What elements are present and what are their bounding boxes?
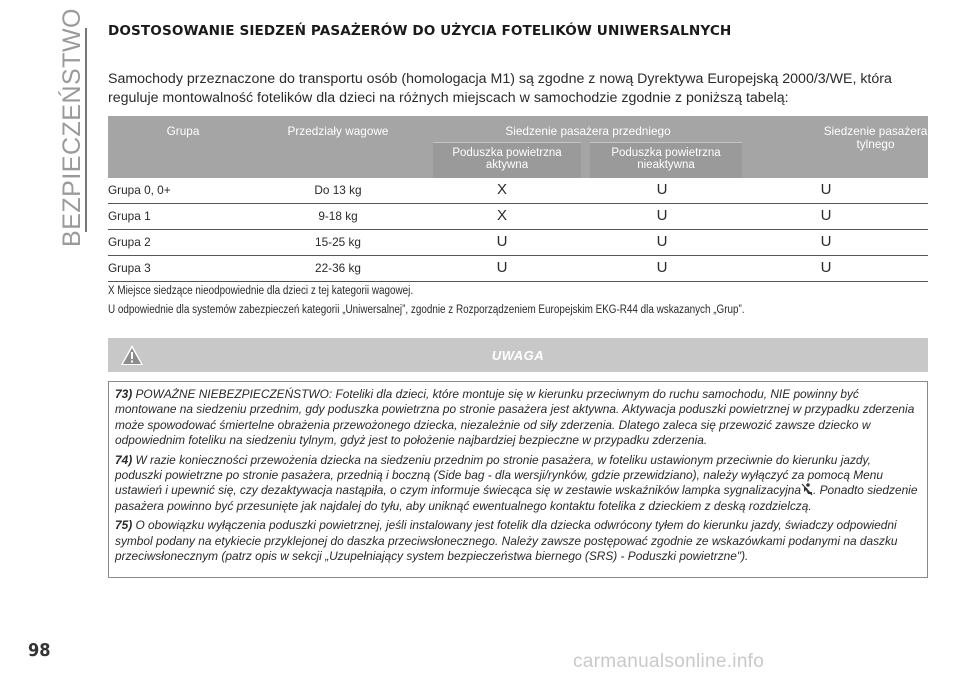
header-front-seat: Siedzenie pasażera przedniego (505, 124, 671, 138)
row-front-airbag-off: U (656, 207, 668, 224)
header-weight: Przedziały wagowe (287, 124, 389, 138)
warning-text: POWAŻNE NIEBEZPIECZEŃSTWO: Foteliki dla dzieci, które montuje się w kierunku przeciwnym do ruchu samochodu, NIE powinny być montowane na siedzeniu przednim, gdy poduszka powietrzna po stronie pasażera jest aktywna. Aktywacja poduszki powietrznej w przypadku zderzenia może spowodować śmiertelne obrażenia przewożonego dziecka, niezależnie od siły zderzenia. Dlatego zaleca się przewozić zawsze dziecko w odpowiednim foteliku na siedzeniu tylnym, gdyż jest to położenie najbardziej bezpieczne w przypadku zderzenia. (115, 387, 915, 448)
row-rear: U (820, 233, 832, 250)
row-weight: Do 13 kg (314, 183, 362, 197)
warning-ref: 73) (115, 387, 133, 401)
row-front-airbag-on: X (496, 181, 507, 198)
row-weight: 9-18 kg (318, 209, 358, 223)
row-rear: U (820, 181, 832, 198)
row-front-airbag-on: U (496, 233, 508, 250)
row-front-airbag-off: U (656, 181, 668, 198)
header-airbag-inactive: Poduszka powietrzna nieaktywna (590, 142, 742, 178)
row-front-airbag-on: U (496, 259, 508, 276)
row-group: Grupa 0, 0+ (108, 183, 171, 197)
row-rear: U (820, 259, 832, 276)
table-note-x: X Miejsce siedzące nieodpowiednie dla dzieci z tej kategorii wagowej. (108, 285, 414, 297)
page-number: 98 (28, 640, 51, 661)
section-side-title (57, 7, 87, 247)
header-airbag-active: Poduszka powietrzna aktywna (433, 142, 581, 178)
header-rear-seat: Siedzenie pasażera tylnego (823, 124, 928, 151)
table-header (108, 116, 928, 178)
row-front-airbag-off: U (656, 259, 668, 276)
section-side-title-text: BEZPIECZEŃSTWO (57, 7, 86, 247)
table-row (108, 256, 928, 282)
warning-ref: 74) (115, 452, 133, 467)
warning-item-75 (115, 518, 921, 564)
warning-item-74 (115, 453, 921, 515)
warning-item-73 (115, 387, 921, 449)
row-group: Grupa 3 (108, 261, 151, 275)
row-weight: 22-36 kg (315, 261, 361, 275)
warning-ref: 75) (115, 518, 133, 533)
row-front-airbag-off: U (656, 233, 668, 250)
row-front-airbag-on: X (496, 207, 507, 224)
header-group: Grupa (166, 124, 200, 138)
row-rear: U (820, 207, 832, 224)
intro-paragraph: Samochody przeznaczone do transportu osób (homologacja M1) są zgodne z nową Dyrektywa Europejską 2000/3/WE, która reguluje montowalność fotelików dla dzieci na różnych miejscach w samochodzie zgodnie z poniższą tabelą: (108, 71, 892, 106)
warning-text: . Ponadto siedzenie pasażera powinno być przesunięte jak najdalej do tyłu, aby uniknąć ewentualnego kontaktu fotelika z dzieckiem z deską rozdzielczą. (115, 483, 918, 513)
table-row (108, 204, 928, 230)
warning-text: W razie konieczności przewożenia dziecka na siedzeniu przednim po stronie pasażera, w foteliku ustawionym przeciwnie do kierunku jazdy, poduszki powietrzne po stronie pasażera, przednią i boczną (Side bag - dla wersji/rynków, gdzie przewidziano), należy wyłączyć za pomocą Menu ustawień i upewnić się, czy dezaktywacja nastąpiła, o czym informuje świecąca się w zestawie wskaźników lampka sygnalizacyjna (115, 452, 883, 498)
warning-header (108, 338, 928, 372)
passenger-airbag-off-icon (801, 483, 813, 496)
row-group: Grupa 2 (108, 235, 151, 249)
watermark: carmanualsonline.info (573, 651, 765, 672)
table-row (108, 230, 928, 256)
page-title: DOSTOSOWANIE SIEDZEŃ PASAŻERÓW DO UŻYCIA FOTELIKÓW UNIWERSALNYCH (108, 23, 732, 39)
row-weight: 15-25 kg (315, 235, 361, 249)
section-side-rule (85, 28, 87, 232)
table-note-u: U odpowiednie dla systemów zabezpieczeń kategorii „Uniwersalnej”, zgodnie z Rozporządzeniem Europejskim EKG-R44 dla wskazanych „Grup”. (108, 304, 745, 316)
warning-text: O obowiązku wyłączenia poduszki powietrznej, jeśli instalowany jest fotelik dla dziecka odwrócony tyłem do kierunku jazdy, świadczy odpowiedni symbol podany na etykiecie przyklejonej do daszka przeciwsłonecznego. Należy zawsze postępować zgodnie ze wskazówkami podanymi na daszku przeciwsłonecznym (patrz opis w sekcji „Uzupełniający system bezpieczeństwa biernego (SRS) - Poduszki powietrzne"). (115, 518, 898, 564)
table-row (108, 178, 928, 204)
row-group: Grupa 1 (108, 209, 151, 223)
warning-title: UWAGA (491, 348, 545, 363)
warning-body (108, 381, 928, 578)
